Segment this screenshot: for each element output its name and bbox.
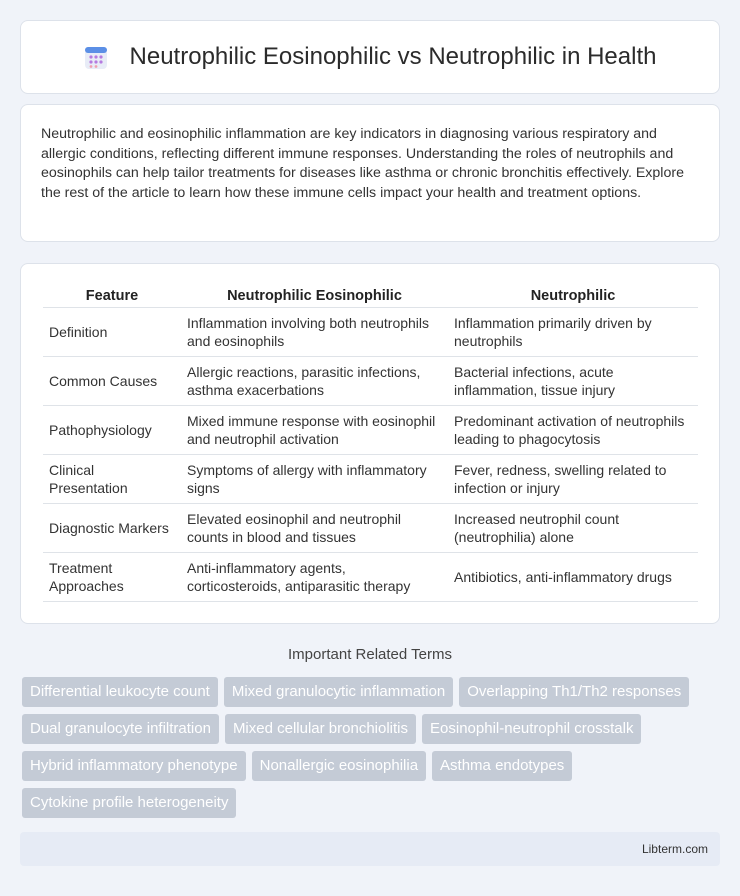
table-row	[43, 455, 698, 504]
related-term-tag[interactable]: Nonallergic eosinophilia	[252, 751, 426, 781]
comparison-table-card	[20, 263, 720, 624]
neutrophilic-eosinophilic-cell: Symptoms of allergy with inflammatory signs	[181, 455, 448, 504]
neutrophilic-cell: Increased neutrophil count (neutrophilia) alone	[448, 504, 698, 553]
neutrophilic-eosinophilic-cell: Elevated eosinophil and neutrophil counts in blood and tissues	[181, 504, 448, 553]
neutrophilic-cell: Antibiotics, anti-inflammatory drugs	[448, 553, 698, 602]
table-row	[43, 406, 698, 455]
neutrophilic-eosinophilic-cell: Allergic reactions, parasitic infections, asthma exacerbations	[181, 357, 448, 406]
related-term-tag[interactable]: Hybrid inflammatory phenotype	[22, 751, 246, 781]
neutrophilic-eosinophilic-cell: Anti-inflammatory agents, corticosteroids, antiparasitic therapy	[181, 553, 448, 602]
header-neutrophilic: Neutrophilic	[448, 284, 698, 308]
title-card	[20, 20, 720, 94]
neutrophilic-eosinophilic-cell: Mixed immune response with eosinophil and neutrophil activation	[181, 406, 448, 455]
feature-cell: Diagnostic Markers	[43, 504, 181, 553]
related-term-tag[interactable]: Cytokine profile heterogeneity	[22, 788, 236, 818]
feature-cell: Pathophysiology	[43, 406, 181, 455]
neutrophilic-eosinophilic-cell: Inflammation involving both neutrophils and eosinophils	[181, 308, 448, 357]
related-term-tag[interactable]: Mixed cellular bronchiolitis	[225, 714, 416, 744]
calendar-grid-icon	[84, 44, 108, 70]
related-term-tag[interactable]: Overlapping Th1/Th2 responses	[459, 677, 689, 707]
feature-cell: Clinical Presentation	[43, 455, 181, 504]
related-terms-list	[22, 677, 722, 818]
feature-cell: Common Causes	[43, 357, 181, 406]
footer	[20, 832, 720, 866]
neutrophilic-cell: Fever, redness, swelling related to infection or injury	[448, 455, 698, 504]
table-row	[43, 553, 698, 602]
header-feature: Feature	[43, 284, 181, 308]
page-title: Neutrophilic Eosinophilic vs Neutrophilic in Health	[129, 43, 657, 70]
related-term-tag[interactable]: Mixed granulocytic inflammation	[224, 677, 453, 707]
related-term-tag[interactable]: Asthma endotypes	[432, 751, 572, 781]
related-term-tag[interactable]: Differential leukocyte count	[22, 677, 218, 707]
intro-text: Neutrophilic and eosinophilic inflammation are key indicators in diagnosing various respiratory and allergic conditions, reflecting different immune responses. Understanding the roles of neutrophils and eosinophils can help tailor treatments for diseases like asthma or chronic bronchitis effectively. Explore the rest of the article to learn how these immune cells impact your health and treatment options.	[41, 126, 684, 201]
comparison-table	[43, 284, 698, 602]
header-neutrophilic-eosinophilic: Neutrophilic Eosinophilic	[181, 284, 448, 308]
neutrophilic-cell: Predominant activation of neutrophils leading to phagocytosis	[448, 406, 698, 455]
intro-card	[20, 104, 720, 242]
neutrophilic-cell: Bacterial infections, acute inflammation, tissue injury	[448, 357, 698, 406]
table-row	[43, 504, 698, 553]
footer-site-link[interactable]: Libterm.com	[641, 842, 708, 856]
feature-cell: Definition	[43, 308, 181, 357]
feature-cell: Treatment Approaches	[43, 553, 181, 602]
neutrophilic-cell: Inflammation primarily driven by neutrophils	[448, 308, 698, 357]
related-term-tag[interactable]: Eosinophil-neutrophil crosstalk	[422, 714, 641, 744]
table-row	[43, 308, 698, 357]
related-terms-heading: Important Related Terms	[288, 646, 452, 663]
related-term-tag[interactable]: Dual granulocyte infiltration	[22, 714, 219, 744]
table-row	[43, 357, 698, 406]
table-header-row	[43, 284, 698, 308]
